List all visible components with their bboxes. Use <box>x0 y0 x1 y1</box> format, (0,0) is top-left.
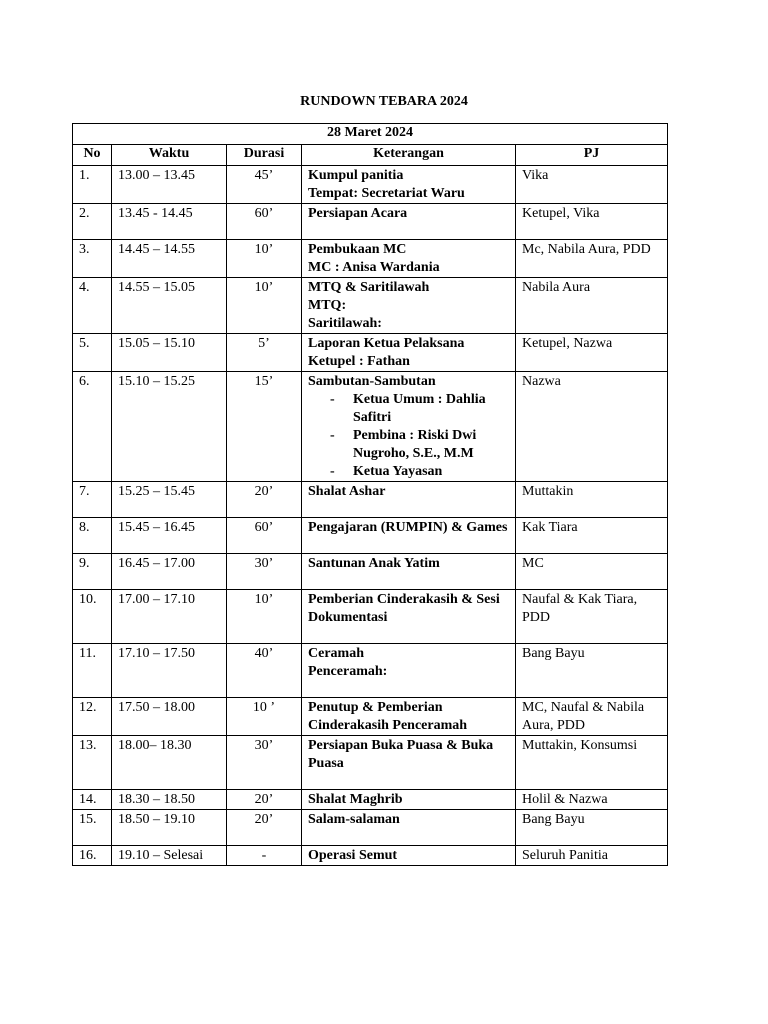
row-person-in-charge: MC, Naufal & Nabila Aura, PDD <box>516 698 668 736</box>
table-row <box>73 204 668 240</box>
row-number: 15. <box>73 810 112 846</box>
table-row <box>73 554 668 590</box>
row-description <box>302 810 516 846</box>
speaker-item: - Ketua Umum : Dahlia Safitri <box>308 391 509 427</box>
description-line: Persiapan Buka Puasa & Buka Puasa <box>308 738 494 771</box>
row-time: 14.55 – 15.05 <box>112 278 227 334</box>
row-time: 14.45 – 14.55 <box>112 240 227 278</box>
description-line: Pengajaran (RUMPIN) & Games <box>308 520 508 535</box>
description-line: MTQ: <box>308 298 347 313</box>
header-waktu: Waktu <box>112 145 227 166</box>
row-person-in-charge: Muttakin <box>516 482 668 518</box>
row-duration: 30’ <box>227 736 302 790</box>
description-line: MC : Anisa Wardania <box>308 260 440 275</box>
row-description <box>302 554 516 590</box>
table-row <box>73 644 668 698</box>
header-pj: PJ <box>516 145 668 166</box>
row-number: 9. <box>73 554 112 590</box>
row-time: 17.00 – 17.10 <box>112 590 227 644</box>
table-row <box>73 810 668 846</box>
row-description <box>302 482 516 518</box>
description-line: Penutup & Pemberian Cinderakasih Penceramah <box>308 700 468 733</box>
row-description <box>302 698 516 736</box>
description-line: Operasi Semut <box>308 848 398 863</box>
row-number: 5. <box>73 334 112 372</box>
row-person-in-charge: Holil & Nazwa <box>516 790 668 810</box>
header-no: No <box>73 145 112 166</box>
description-line: Sambutan-Sambutan <box>308 374 436 389</box>
table-row <box>73 590 668 644</box>
row-time: 17.50 – 18.00 <box>112 698 227 736</box>
speaker-list <box>308 391 509 481</box>
row-person-in-charge: Nabila Aura <box>516 278 668 334</box>
row-person-in-charge: Muttakin, Konsumsi <box>516 736 668 790</box>
row-description <box>302 790 516 810</box>
row-description <box>302 204 516 240</box>
row-person-in-charge: Seluruh Panitia <box>516 846 668 866</box>
row-duration: 10’ <box>227 278 302 334</box>
row-time: 17.10 – 17.50 <box>112 644 227 698</box>
row-duration: 10’ <box>227 240 302 278</box>
row-number: 3. <box>73 240 112 278</box>
row-number: 11. <box>73 644 112 698</box>
row-person-in-charge: Ketupel, Vika <box>516 204 668 240</box>
row-time: 19.10 – Selesai <box>112 846 227 866</box>
row-time: 13.45 - 14.45 <box>112 204 227 240</box>
row-duration: 40’ <box>227 644 302 698</box>
row-duration: 20’ <box>227 482 302 518</box>
description-line: Pembukaan MC <box>308 242 407 257</box>
description-line: Persiapan Acara <box>308 206 408 221</box>
row-person-in-charge: Ketupel, Nazwa <box>516 334 668 372</box>
row-number: 2. <box>73 204 112 240</box>
row-duration: 30’ <box>227 554 302 590</box>
description-line: Tempat: Secretariat Waru <box>308 186 465 201</box>
date-row <box>73 124 668 145</box>
row-description <box>302 334 516 372</box>
row-time: 15.10 – 15.25 <box>112 372 227 482</box>
row-number: 16. <box>73 846 112 866</box>
row-person-in-charge: Vika <box>516 166 668 204</box>
row-description <box>302 644 516 698</box>
row-description <box>302 846 516 866</box>
row-description <box>302 278 516 334</box>
table-row <box>73 518 668 554</box>
row-time: 15.05 – 15.10 <box>112 334 227 372</box>
row-time: 15.25 – 15.45 <box>112 482 227 518</box>
row-number: 8. <box>73 518 112 554</box>
description-line: Santunan Anak Yatim <box>308 556 440 571</box>
row-person-in-charge: Naufal & Kak Tiara, PDD <box>516 590 668 644</box>
table-row <box>73 736 668 790</box>
row-person-in-charge: Bang Bayu <box>516 810 668 846</box>
header-row <box>73 145 668 166</box>
rundown-table <box>72 123 668 866</box>
row-duration: - <box>227 846 302 866</box>
description-line: Salam-salaman <box>308 812 400 827</box>
row-number: 1. <box>73 166 112 204</box>
description-line: Kumpul panitia <box>308 168 404 183</box>
speaker-item: - Pembina : Riski Dwi Nugroho, S.E., M.M <box>308 427 509 463</box>
row-person-in-charge: MC <box>516 554 668 590</box>
table-row <box>73 278 668 334</box>
row-number: 14. <box>73 790 112 810</box>
row-duration: 45’ <box>227 166 302 204</box>
row-description <box>302 372 516 482</box>
description-line: Laporan Ketua Pelaksana <box>308 336 465 351</box>
row-duration: 10 ’ <box>227 698 302 736</box>
row-number: 13. <box>73 736 112 790</box>
table-row <box>73 698 668 736</box>
row-duration: 60’ <box>227 204 302 240</box>
row-person-in-charge: Mc, Nabila Aura, PDD <box>516 240 668 278</box>
description-line: Shalat Maghrib <box>308 792 403 807</box>
row-description <box>302 166 516 204</box>
row-duration: 15’ <box>227 372 302 482</box>
row-description <box>302 240 516 278</box>
row-time: 13.00 – 13.45 <box>112 166 227 204</box>
row-duration: 20’ <box>227 810 302 846</box>
header-durasi: Durasi <box>227 145 302 166</box>
row-description <box>302 590 516 644</box>
row-person-in-charge: Bang Bayu <box>516 644 668 698</box>
row-time: 18.50 – 19.10 <box>112 810 227 846</box>
row-number: 10. <box>73 590 112 644</box>
row-person-in-charge: Nazwa <box>516 372 668 482</box>
table-row <box>73 482 668 518</box>
row-number: 4. <box>73 278 112 334</box>
row-duration: 20’ <box>227 790 302 810</box>
description-line: Pemberian Cinderakasih & Sesi Dokumentasi <box>308 592 500 625</box>
description-line: Ketupel : Fathan <box>308 354 410 369</box>
row-number: 7. <box>73 482 112 518</box>
table-row <box>73 334 668 372</box>
description-line: Shalat Ashar <box>308 484 386 499</box>
row-number: 12. <box>73 698 112 736</box>
description-line: Penceramah: <box>308 664 388 679</box>
row-duration: 5’ <box>227 334 302 372</box>
document-title: RUNDOWN TEBARA 2024 <box>300 94 468 109</box>
description-line: MTQ & Saritilawah <box>308 280 430 295</box>
row-time: 15.45 – 16.45 <box>112 518 227 554</box>
row-number: 6. <box>73 372 112 482</box>
row-time: 18.30 – 18.50 <box>112 790 227 810</box>
row-duration: 60’ <box>227 518 302 554</box>
table-row <box>73 372 668 482</box>
row-description <box>302 736 516 790</box>
row-time: 16.45 – 17.00 <box>112 554 227 590</box>
table-row <box>73 166 668 204</box>
row-person-in-charge: Kak Tiara <box>516 518 668 554</box>
description-line: Saritilawah: <box>308 316 382 331</box>
schedule-date: 28 Maret 2024 <box>73 124 668 145</box>
table-row <box>73 240 668 278</box>
speaker-item: - Ketua Yayasan <box>308 463 509 481</box>
row-time: 18.00– 18.30 <box>112 736 227 790</box>
row-description <box>302 518 516 554</box>
table-row <box>73 790 668 810</box>
table-row <box>73 846 668 866</box>
description-line: Ceramah <box>308 646 364 661</box>
header-keterangan: Keterangan <box>302 145 516 166</box>
schedule-rows <box>73 166 668 866</box>
row-duration: 10’ <box>227 590 302 644</box>
